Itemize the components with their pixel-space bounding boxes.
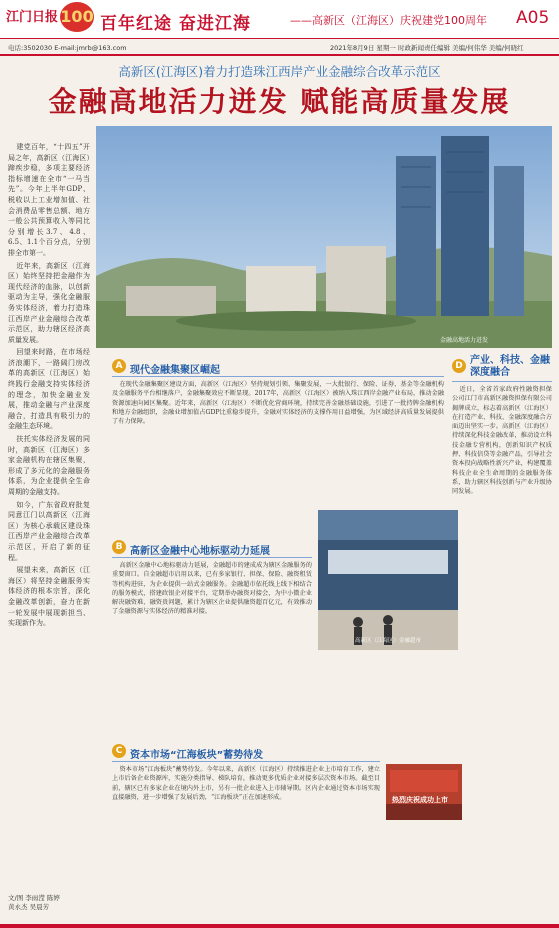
lead-paragraph: 建党百年，“十四五”开局之年，高新区（江海区）蹄疾步稳，多项主要经济指标增速在全市“一马当先”。今年上半年GDP、税收以上工业增加值、社会消费品零售总额、地方一般公共预算收入等同比分别增长3.7、4.8、6.5、1.1个百分点，分别排全市第一。 <box>8 143 90 257</box>
lead-paragraph: 如今，广东省政府批复同意江门以高新区（江海区）为核心承载区建设珠江西岸产业金融综合改革示范区，开启了新的征程。 <box>8 500 90 562</box>
article-subheadline: 高新区(江海区)着力打造珠江西岸产业金融综合改革示范区 <box>118 64 441 79</box>
newspaper-logo: 江门日报 <box>6 10 59 25</box>
lead-column <box>8 142 90 886</box>
page-number: A05 <box>516 8 550 28</box>
main-photo <box>96 126 552 348</box>
section-title: 现代金融集聚区崛起 <box>130 365 220 376</box>
byline-line: 文/图 李雨滢 陈婷 <box>8 894 60 902</box>
section-body <box>112 380 444 530</box>
section-badge: B <box>112 540 126 554</box>
section-divider <box>112 557 312 558</box>
lead-paragraph: 回望来时路，在市场经济浪潮下，一路阔门房改革的高新区（江海区）始终践行金融支持实体经济的理念，加快金融业发展，推动金融与产业深度融合，打造具有吸引力的金融生态环境。 <box>8 348 90 431</box>
section-divider <box>112 376 444 377</box>
storefront-illustration <box>318 510 458 650</box>
article-headline: 金融高地活力迸发 赋能高质量发展 <box>48 85 511 118</box>
photo-caption: 金融高地活力迸发 <box>440 337 489 344</box>
byline-line: 黄永杰 吴晨芳 <box>8 903 50 911</box>
lead-paragraph: 展望未来，高新区（江海区）将坚持金融服务实体经济的根本宗旨，深化金融改革创新，奋力在新一轮发展中展现新担当、实现新作为。 <box>8 566 90 628</box>
page-rubric: ——高新区（江海区）庆祝建党100周年 <box>290 14 487 27</box>
section-badge: C <box>112 744 126 758</box>
section-paragraph: 高新区金融中心地标驱动力延展，金融超市的建成成为辖区金融服务的重要窗口。自金融超市启用以来，已有多家银行、担保、保险、融资租赁等机构进驻，为企业提供一站式金融服务。金融超市依托线上线下相结合的服务模式，搭建政银企对接平台，定期举办融资对接会，为中小微企业解决融资难、融资贵问题，累计为辖区企业提供融资超百亿元，有效推动了金融资源与实体经济的精准对接。 <box>112 562 312 616</box>
section-body <box>452 385 552 920</box>
listing-event-photo <box>386 764 462 820</box>
image-caption: 高新区（江海区）金融超市 <box>354 638 421 644</box>
footer-rule <box>0 924 559 928</box>
dateline: 2021年8月9日 星期一 时政新闻责任编辑 美编/何伟华 美编/何晓红 <box>330 44 524 52</box>
section-paragraph: 在现代金融集聚区建设方面，高新区（江海区）坚持规划引领、集聚发展，一大批银行、保险、证券、基金等金融机构及金融服务平台相继落户，金融集聚效应不断显现。2017年，高新区（江海区）被纳入珠江西岸金融产业布局，推动金融资源加速向园区集聚。近年来，高新区（江海区）不断优化营商环境，持续完善金融基础设施，引进了一批持牌金融机构和地方金融组织，金融业增加值占GDP比重稳步提升，金融对实体经济的支撑作用日益增强，为区域经济高质量发展提供了有力保障。 <box>112 381 444 426</box>
byline <box>8 894 90 912</box>
contact-info: 电话:3502030 E-mail:jmrb@163.com <box>8 44 127 52</box>
section-body <box>112 765 380 920</box>
finance-supermarket-photo <box>318 510 458 650</box>
lead-paragraph: 扶托实体经济发展的同时，高新区（江海区）多家金融机构在辖区集聚，形成了多元化的金融服务体系，为企业提供全生命周期的金融支持。 <box>8 435 90 496</box>
event-stage-illustration <box>386 764 462 820</box>
centenary-emblem-icon: 100 <box>60 2 94 32</box>
section-badge: A <box>112 359 126 373</box>
image-caption: 热烈庆祝成功上市 <box>392 796 448 804</box>
page-slogan: 百年红途 奋进江海 <box>100 14 251 34</box>
section-paragraph: 资本市场“江海板块”蓄势待发。今年以来，高新区（江海区）持续推进企业上市培育工作，建立上市后备企业资源库，实施分类指导、梯队培育，推动更多优质企业对接多层次资本市场。截至目前，辖区已有多家企业在境内外上市，另有一批企业进入上市辅导期。区内企业通过资本市场实现直接融资，进一步增强了发展后劲，“江海板块”正在加速形成。 <box>112 766 380 801</box>
section-paragraph: 近日，全省首家政府性融资担保公司江门市高新区融资担保有限公司揭牌成立，标志着高新区（江海区）在打造产业、科技、金融深度融合方面迈出坚实一步。高新区（江海区）持续深化科技金融改革，推动设立科技金融专营机构，创新知识产权质押、科技信贷等金融产品，引导社会资本投向战略性新兴产业，构建覆盖科技企业全生命周期的金融服务体系，助力辖区科技创新与产业升级协同发展。 <box>452 386 552 496</box>
section-body <box>112 561 312 736</box>
section-divider <box>112 761 380 762</box>
skyline-illustration <box>96 126 552 348</box>
section-title: 资本市场“江海板块”蓄势待发 <box>130 750 264 761</box>
section-badge: D <box>452 359 466 373</box>
section-title: 高新区金融中心地标驱动力延展 <box>130 546 270 557</box>
masthead <box>0 0 559 39</box>
header-rule <box>0 54 559 56</box>
lead-paragraph: 近年来，高新区（江海区）始终坚持把金融作为现代经济的血脉，以创新驱动为主导，强化金融服务实体经济，着力打造珠江西岸产业金融综合改革示范区，助力辖区经济高质量发展。 <box>8 261 90 344</box>
section-title: 产业、科技、金融深度融合 <box>470 355 550 378</box>
section-divider <box>452 381 552 382</box>
